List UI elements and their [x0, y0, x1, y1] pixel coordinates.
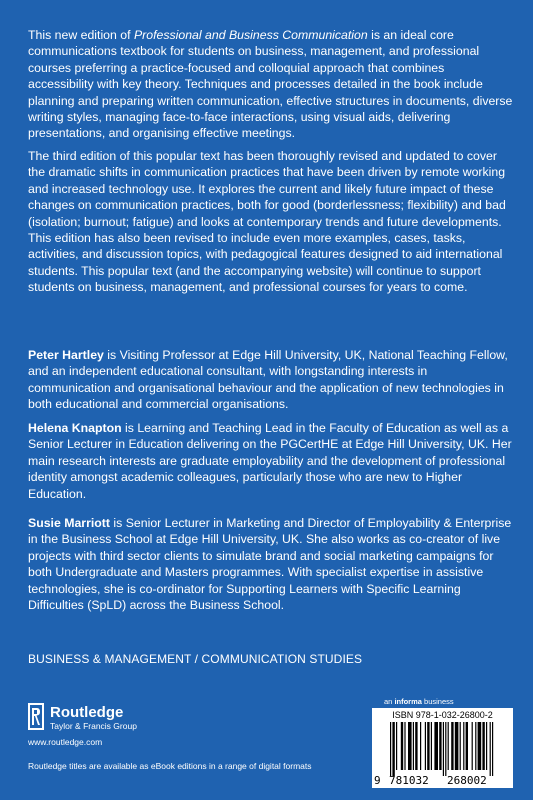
- barcode-bar: [401, 722, 403, 770]
- author-name: Peter Hartley: [28, 348, 104, 362]
- author-name: Susie Marriott: [28, 516, 110, 530]
- barcode-bar: [460, 722, 461, 770]
- barcode-bars: [382, 722, 503, 776]
- author-bio-hartley: [28, 347, 513, 413]
- publisher-website: www.routledge.com: [28, 737, 103, 747]
- barcode-bar: [478, 722, 482, 770]
- author-bio-text: is Visiting Professor at Edge Hill University, UK, National Teaching Fellow, and an independent educational consultant, with longstanding interests in communication and organisational behaviour and the application of new technologies in both educational and commercial organisations.: [28, 348, 508, 412]
- author-bio-text: is Learning and Teaching Lead in the Faculty of Education as well as a Senior Lecturer in Education delivering on the PGCertHE at Edge Hill University, UK. Her main research interests are graduate employability and the development of professional identity amongst academic colleagues, particularly those who are new to Higher Education.: [28, 421, 512, 501]
- barcode-bar: [475, 722, 476, 770]
- informa-business-label: [384, 697, 454, 706]
- barcode-bar: [431, 722, 432, 770]
- barcode-bar: [486, 722, 487, 770]
- barcode-bar: [455, 722, 459, 770]
- routledge-logo-icon: [28, 703, 44, 730]
- isbn-barcode: [372, 708, 513, 788]
- barcode-digits-right: 268002: [447, 774, 487, 787]
- barcode-bar: [392, 722, 394, 776]
- barcode-bar: [396, 722, 397, 770]
- book-title: Professional and Business Communication: [133, 28, 368, 42]
- author-bio-knapton: [28, 420, 513, 502]
- informa-bold: informa: [394, 697, 422, 706]
- barcode-bar: [492, 722, 493, 776]
- barcode-bar: [448, 722, 449, 770]
- barcode-bar: [427, 722, 429, 770]
- barcode-bar: [439, 722, 441, 770]
- barcode-bar: [472, 722, 473, 770]
- informa-suffix: business: [421, 697, 454, 706]
- barcode-bar: [451, 722, 453, 770]
- barcode-bar: [404, 722, 405, 770]
- barcode-bar: [490, 722, 491, 776]
- barcode-bar: [463, 722, 464, 770]
- desc-p1-intro: This new edition of: [28, 28, 134, 42]
- barcode-bar: [443, 722, 444, 776]
- isbn-label: ISBN 978-1-032-26800-2: [392, 710, 493, 720]
- barcode-bar: [482, 722, 484, 770]
- subject-category: BUSINESS & MANAGEMENT / COMMUNICATION STUDIES: [28, 652, 363, 666]
- description-paragraph-2: The third edition of this popular text has been thoroughly revised and updated to cover the dramatic shifts in communication practices that have been driven by remote working and increased technology use. It explores the current and likely future impact of these changes on communication practices, both for good (borderlessness; flexibility) and bad (isolation; burnout; fatigue) and looks at contemporary trends and future developments. This edition has also been revised to include even more examples, cases, tasks, activities, and discussion topics, with pedagogical features designed to aid international students. This popular text (and the accompanying website) will continue to support students on business, management, and professional courses for years to come.: [28, 149, 506, 295]
- author-bio-text: is Senior Lecturer in Marketing and Director of Employability & Enterprise in the Business School at Edge Hill University, UK. She also works as co-creator of live projects with third sector clients to simulate brand and social marketing campaigns for both Undergraduate and Masters programmes. With specialist expertise in assistive technologies, she is co-ordinator for Supporting Learners with Specific Learning Difficulties (SpLD) across the Business School.: [28, 516, 512, 613]
- publisher-group: Taylor & Francis Group: [50, 721, 137, 731]
- desc-p1-body: is an ideal core communications textbook for students on business, management, and professional courses preferring a practice-focused and colloquial approach that combines accessibility with key theory. Techniques and processes detailed in the book include planning and preparing written communication, effective structures in documents, diverse writing styles, managing face-to-face interactions, using visual aids, delivering presentations, and organising effective meetings.: [28, 28, 513, 141]
- ebook-note: Routledge titles are available as eBook editions in a range of digital formats: [28, 761, 312, 771]
- author-bio-marriott: [28, 515, 513, 613]
- barcode-digits-left: 781032: [389, 774, 429, 787]
- barcode-bar: [413, 722, 414, 770]
- barcode-bar: [445, 722, 446, 776]
- informa-prefix: an: [384, 697, 395, 706]
- publisher-name: Routledge: [50, 704, 124, 721]
- barcode-bar: [466, 722, 468, 770]
- barcode-bar: [420, 722, 421, 770]
- barcode-bar: [425, 722, 426, 770]
- barcode-bar: [415, 722, 417, 770]
- barcode-digit-first: 9: [374, 774, 381, 787]
- description-paragraph-1: [28, 27, 513, 142]
- barcode-bar: [434, 722, 438, 770]
- author-name: Helena Knapton: [28, 421, 122, 435]
- barcode-bar: [390, 722, 391, 776]
- barcode-bar: [408, 722, 412, 770]
